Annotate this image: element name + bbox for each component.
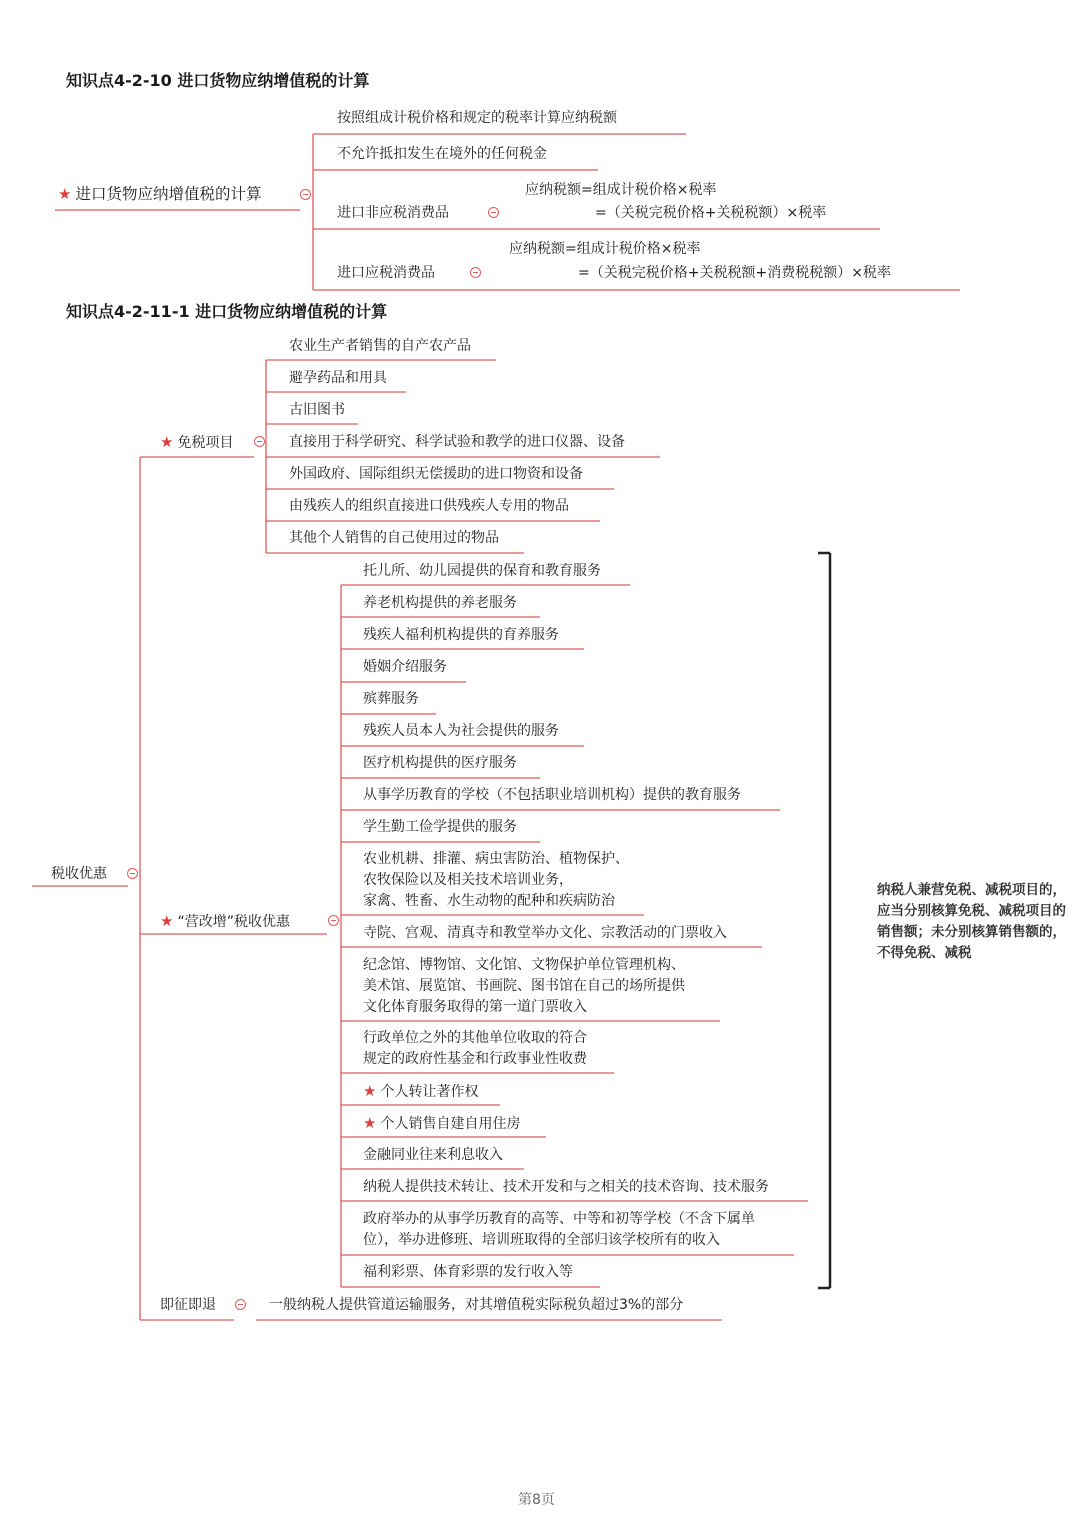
exempt-item[interactable]: 避孕药品和用具 (289, 370, 387, 386)
excise-label[interactable]: 进口应税消费品 (337, 265, 435, 281)
collapse-icon[interactable] (328, 915, 339, 926)
refund-label[interactable]: 即征即退 (160, 1297, 216, 1313)
exempt-node[interactable] (160, 435, 233, 450)
vat-item[interactable]: 金融同业往来利息收入 (363, 1147, 503, 1163)
section1-root-label: 进口货物应纳增值税的计算 (75, 185, 262, 203)
star-icon: ★ (160, 433, 174, 451)
bracket-note: 纳税人兼营免税、减税项目的，应当分别核算免税、减税项目的销售额；未分别核算销售额的，不得免税、减税 (877, 882, 1066, 961)
vat-item-gov-fees[interactable]: 行政单位之外的其他单位收取的符合 规定的政府性基金和行政事业性收费 (363, 1030, 587, 1067)
section2-heading: 知识点4-2-11-1 进口货物应纳增值税的计算 (66, 302, 388, 321)
collapse-icon[interactable] (300, 189, 311, 200)
page-number: 第8页 (518, 1492, 555, 1508)
vat-item[interactable]: 医疗机构提供的医疗服务 (363, 755, 517, 771)
section1-item[interactable]: 不允许抵扣发生在境外的任何税金 (337, 146, 547, 162)
collapse-icon[interactable] (488, 207, 499, 218)
vat-item-agri[interactable]: 农业机耕、排灌、病虫害防治、植物保护、 农牧保险以及相关技术培训业务， 家禽、牲畜、水生动物的配种和疾病防治 (363, 851, 629, 909)
vat-item-museum[interactable]: 纪念馆、博物馆、文化馆、文物保护单位管理机构、 美术馆、展览馆、书画院、图书馆在自己的场所提供 文化体育服务取得的第一道门票收入 (363, 957, 685, 1015)
formula-line: 应纳税额=组成计税价格×税率 (509, 241, 701, 257)
vat-item[interactable]: 残疾人员本人为社会提供的服务 (363, 723, 559, 739)
vat-item[interactable]: 养老机构提供的养老服务 (363, 595, 517, 611)
exempt-item[interactable]: 农业生产者销售的自产农产品 (289, 338, 471, 354)
vat-item[interactable]: 托儿所、幼儿园提供的保育和教育服务 (363, 563, 601, 579)
collapse-icon[interactable] (127, 868, 138, 879)
collapse-icon[interactable] (470, 267, 481, 278)
exempt-item[interactable]: 由残疾人的组织直接进口供残疾人专用的物品 (289, 498, 569, 514)
vat-item[interactable]: 婚姻介绍服务 (363, 659, 447, 675)
vat-item[interactable]: 残疾人福利机构提供的育养服务 (363, 627, 559, 643)
vat-reform-label: “营改增”税收优惠 (177, 914, 290, 930)
vat-item[interactable]: 学生勤工俭学提供的服务 (363, 819, 517, 835)
formula-line: =（关税完税价格+关税税额+消费税税额）×税率 (578, 265, 891, 281)
exempt-item[interactable]: 直接用于科学研究、科学试验和教学的进口仪器、设备 (289, 434, 625, 450)
exempt-label: 免税项目 (177, 435, 234, 451)
collapse-icon[interactable] (235, 1299, 246, 1310)
formula-line: 应纳税额=组成计税价格×税率 (525, 182, 717, 198)
star-icon: ★ (58, 185, 72, 203)
vat-reform-node[interactable] (160, 914, 290, 929)
star-icon: ★ (160, 912, 174, 930)
formula-line: =（关税完税价格+关税税额）×税率 (595, 205, 827, 221)
exempt-item[interactable]: 古旧图书 (289, 402, 345, 418)
vat-item-housing[interactable]: ★ 个人销售自建自用住房 (363, 1114, 521, 1132)
vat-item[interactable]: 从事学历教育的学校（不包括职业培训机构）提供的教育服务 (363, 787, 741, 803)
section1-root-node[interactable] (58, 187, 261, 203)
section1-heading: 知识点4-2-10 进口货物应纳增值税的计算 (66, 71, 370, 90)
vat-item-school[interactable]: 政府举办的从事学历教育的高等、中等和初等学校（不含下属单 位），举办进修班、培训班取得的全部归该学校所有的收入 (363, 1211, 755, 1248)
refund-item[interactable]: 一般纳税人提供管道运输服务，对其增值税实际税负超过3%的部分 (269, 1297, 684, 1313)
exempt-item[interactable]: 其他个人销售的自己使用过的物品 (289, 530, 499, 546)
exempt-item[interactable]: 外国政府、国际组织无偿援助的进口物资和设备 (289, 466, 583, 482)
vat-item[interactable]: 纳税人提供技术转让、技术开发和与之相关的技术咨询、技术服务 (363, 1179, 769, 1195)
collapse-icon[interactable] (254, 436, 265, 447)
vat-item[interactable]: 寺院、宫观、清真寺和教堂举办文化、宗教活动的门票收入 (363, 925, 727, 941)
section2-root-node[interactable]: 税收优惠 (51, 866, 107, 882)
vat-item[interactable]: 殡葬服务 (363, 691, 419, 707)
vat-item[interactable]: 福利彩票、体育彩票的发行收入等 (363, 1264, 573, 1280)
star-icon: ★ (363, 1114, 377, 1132)
vat-item-copyright[interactable]: ★ 个人转让著作权 (363, 1082, 479, 1100)
star-icon: ★ (363, 1082, 377, 1100)
section1-item[interactable]: 按照组成计税价格和规定的税率计算应纳税额 (337, 110, 617, 126)
non-excise-label[interactable]: 进口非应税消费品 (337, 205, 449, 221)
